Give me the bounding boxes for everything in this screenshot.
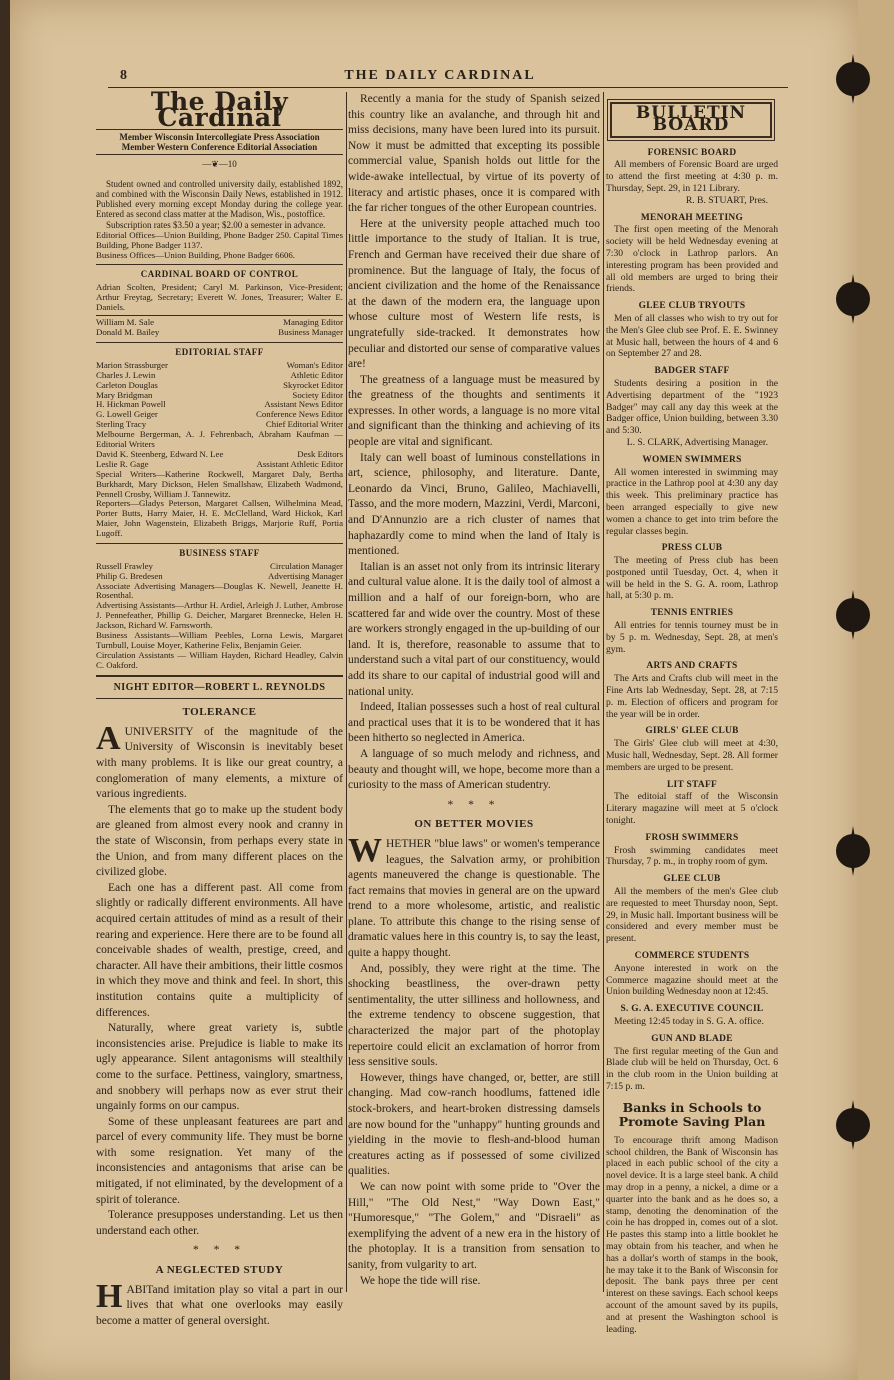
- editorial-column: [348, 92, 600, 1289]
- editorial-paragraph: The elements that go to make up the student body are gleaned from almost every nook and cranny in the state of Wisconsin, from perhaps every state in the Union, and from many different places on the civilized globe.: [96, 803, 343, 879]
- bulletin-text: The Girls' Glee club will meet at 4:30, Music hall, Wednesday, Sept. 28. All former members are urged to be present.: [606, 738, 778, 773]
- bulletin-column: [606, 92, 778, 1335]
- staff-name: Sterling Tracy: [96, 419, 147, 430]
- editorial-paragraph: We hope the tide will rise.: [360, 1274, 481, 1287]
- bulletin-item: [606, 608, 778, 655]
- editorial-paragraph: However, things have changed, or, better, are still changing. Mad cow-ranch hoodlums, fattened idle stock-brokers, and heart-broken distressing damsels are now bound for the "unhappy" hunting grounds and yielding in the movie to flesh-and-blood human creatures acting as if possessed of some civilized qualities.: [348, 1071, 600, 1178]
- bulletin-text: The first regular meeting of the Gun and Blade club will be held on Thursday, Oct. 6 in the club room in the Union building at 7:15 p. m.: [606, 1045, 778, 1092]
- bulletin-text: All members of Forensic Board are urged to attend the first meeting at 4:30 p. m. Thursday, Sept. 29, in 121 Library.: [606, 159, 778, 194]
- staff-role: Woman's Editor: [286, 359, 343, 370]
- advertising-assistants: Advertising Assistants—Arthur H. Ardiel, Arleigh J. Luther, Ambrose J. Pennefeather, Phillip G. Deicher, Margaret Brennecke, Helen H. Jackson, Richard W. Farnsworth.: [96, 600, 343, 631]
- bulletin-item: [606, 951, 778, 998]
- bulletin-item: [606, 1034, 778, 1093]
- italian-editorial: [348, 92, 600, 813]
- business-heading: BUSINESS STAFF: [96, 543, 343, 562]
- staff-name: H. Hickman Powell: [96, 399, 166, 410]
- staff-row: Melbourne Bergerman, A. J. Fehrenbach, Abraham Kaufman — Editorial Writers: [96, 429, 344, 450]
- staff-role: Circulation Manager: [269, 560, 343, 571]
- staff-role: Society Editor: [292, 389, 343, 400]
- binding-hole: [836, 834, 870, 868]
- bulletin-heading: LIT STAFF: [666, 779, 718, 790]
- binding-hole: [836, 1108, 870, 1142]
- banks-headline: [606, 1101, 778, 1129]
- staff-name: Donald M. Bailey: [96, 327, 160, 338]
- business-offices-text: Business Offices—Union Building, Phone Badger 6606.: [96, 249, 295, 260]
- bulletin-text: The meeting of Press club has been postponed until Tuesday, Oct. 4, when it will be held in the S. G. A. room, Lathrop hall, at 5:30 p. m.: [606, 555, 778, 602]
- editorial-paragraph: A language of so much melody and richness, and beauty and thought will, we hope, become more than a curiosity to the mass of American studentry.: [348, 747, 600, 792]
- staff-name: Melbourne Bergerman, A. J. Fehrenbach, Abraham Kaufman: [96, 429, 329, 440]
- bulletin-item: [606, 455, 778, 538]
- business-staff-list: [96, 562, 343, 671]
- editorial-paragraph: Italy can well boast of luminous constellations in art, science, philosophy, and literature. Dante, Leonardo da Vinci, Bruno, Galileo, Machiavelli, Tasso, and the more modern, Mazzini, Verdi, Marconi, and D'Annunzio are a rich cluster of names that haphazardly come to mind when the land of Italy is mentioned.: [348, 451, 600, 558]
- bulletin-item: [606, 301, 778, 360]
- drop-cap: A: [96, 719, 121, 757]
- bulletin-heading: MENORAH MEETING: [640, 212, 744, 223]
- bulletin-text: Students desiring a position in the Advertising department of the "1923 Badger" may call any day this week at the Badger office, Union building, between 3.30 and 5:30.: [606, 377, 778, 437]
- bulletin-item: [606, 874, 778, 945]
- special-writers: Special Writers—Katherine Rockwell, Margaret Daly, Bertha Burkhardt, Mary Dickson, Helen Smallshaw, Elizabeth Wadmond, Pennell Crosby, William J. Tannewitz.: [96, 468, 343, 499]
- staff-role: Editorial Writers: [96, 439, 155, 450]
- staff-name: Russell Frawley: [96, 560, 153, 571]
- bulletin-heading: ARTS AND CRAFTS: [646, 661, 738, 672]
- staff-name: Philip G. Bredesen: [96, 570, 163, 581]
- tolerance-editorial: [96, 719, 343, 1259]
- staff-role: Advertising Manager: [268, 570, 343, 581]
- staff-name: Carleton Douglas: [96, 379, 158, 390]
- editorial-paragraph: Indeed, Italian possesses such a host of real cultural and practical uses that it is to be wondered that it has been hitherto so neglected in America.: [348, 701, 600, 745]
- bulletin-item: [606, 213, 778, 296]
- bulletin-heading: BADGER STAFF: [654, 366, 730, 377]
- column-rule: [603, 92, 604, 1292]
- subscription-text: Subscription rates $3.50 a year; $2.00 a semester in advance.: [106, 219, 326, 230]
- staff-name: David K. Steenberg, Edward N. Lee: [96, 448, 224, 459]
- bulletin-item: [606, 1004, 778, 1028]
- editorial-paragraph: Each one has a different past. All come from slightly or radically different environments. All have acquired certain attitudes of mind as a result of their rearing and experience. Here there are to be found all conceivable shades of wealth, prestige, creed, and character. All have their ambitions, their little cosmos in which they move and think and feel. In short, this institution contains quite a multiplicity of differences.: [96, 881, 343, 1019]
- staff-name: G. Lowell Geiger: [96, 409, 158, 420]
- editorial-title: A NEGLECTED STUDY: [155, 1264, 284, 1277]
- staff-role: Chief Editorial Writer: [265, 419, 343, 430]
- bulletin-text: Frosh swimming candidates meet Thursday, 7 p. m., in trophy room of gym.: [606, 844, 778, 868]
- running-head: THE DAILY CARDINAL: [344, 68, 536, 83]
- editorial-paragraph: Recently a mania for the study of Spanish seized this country like an avalanche, and through hit and miss decisions, many have been lured into its pursuit. Now it must be admitted that excepting its possible commercial value, Spanish holds out little for the wide-awake intellectual, by virtue of its poverty of literacy and artistic phases, once it is compared with the far richer tongues of the other European countries.: [348, 93, 600, 215]
- editorial-paragraph: ABITand imitation play so vital a part in our lives that what one overlooks may easily become a matter of general oversight.: [96, 1283, 343, 1327]
- headline-line: Promote Saving Plan: [618, 1113, 766, 1129]
- staff-role: Desk Editors: [297, 448, 343, 459]
- section-stars: * * *: [193, 1244, 246, 1257]
- bulletin-text: Anyone interested in work on the Commerce magazine should meet at the Union building Wednesday noon at 12:45.: [606, 962, 778, 998]
- masthead-title: The Daily Cardinal: [150, 87, 289, 132]
- staff-name: Marion Strassburger: [96, 359, 168, 370]
- offices-text: Editorial Offices—Union Building, Phone Badger 250. Capital Times Building, Phone Badger 1137.: [96, 229, 343, 250]
- bulletin-heading: GIRLS' GLEE CLUB: [645, 726, 739, 737]
- staff-role: Assistant News Editor: [264, 399, 343, 410]
- managers-list: [96, 315, 343, 338]
- staff-role: Athletic Editor: [290, 369, 343, 380]
- masthead-column: [96, 87, 344, 1329]
- manager-row: [96, 328, 343, 338]
- editorial-paragraph: And, possibly, they were right at the time. The shocking beastliness, the over-drawn petty sentimentality, the utter silliness and hollowness, and the extreme tendency to obscene suggestion, that characterized the major part of the photoplay repertoire could elicit an exclamation of horror from less sensitive souls.: [348, 962, 600, 1069]
- staff-role: Assistant Athletic Editor: [256, 458, 343, 469]
- bulletin-text: Meeting 12:45 today in S. G. A. office.: [614, 1015, 764, 1027]
- business-assistants: Business Assistants—William Peebles, Lorna Lewis, Margaret Turnbull, Louise Moyer, Katherine Felix, Benjamin Geier.: [96, 630, 343, 650]
- staff-role: Business Manager: [278, 327, 343, 338]
- bulletin-item: [606, 543, 778, 602]
- bulletin-item: [606, 833, 778, 868]
- bulletin-heading: GUN AND BLADE: [651, 1033, 733, 1044]
- staff-name: Charles J. Lewin: [96, 369, 156, 380]
- banks-article-text: To encourage thrift among Madison school children, the Bank of Wisconsin has placed in each public school of the city a novel device. It is a large steel bank. A child may drop in a penny, a nickel, a dime or a quarter into the bank and as he does so, a stamp, denoting the denomination of the coin he has dropped in, comes out of a slot. He pastes this stamp into a little booklet he may obtain from his teacher, and when he has a dollar's worth of stamps in the book, he may take it to the Bank of Wisconsin for deposit. The bank pays three per cent interest on these savings. Each school keeps account of the amount saved by its pupils, and at present the Washington school is leading.: [606, 1134, 778, 1335]
- drop-cap: W: [348, 831, 382, 869]
- column-rule: [346, 92, 347, 1292]
- membership-box: [96, 129, 343, 155]
- bulletin-heading: GLEE CLUB: [663, 874, 721, 885]
- editorial-heading: EDITORIAL STAFF: [96, 342, 343, 361]
- bulletin-text: All the members of the men's Glee club are requested to meet Thursday noon, Sept. 29, in Music hall. Important business will be considered and every member must be present.: [606, 886, 778, 945]
- editorial-paragraph: The greatness of a language must be measured by the greatness of the thoughts and sentiments it expresses. In other words, a language is no more vital and significant than the thinking and achieving of its people are vital and significant.: [348, 373, 600, 449]
- control-heading: CARDINAL BOARD OF CONTROL: [96, 264, 343, 283]
- page-edge: [858, 0, 894, 1380]
- editorial-paragraph: Naturally, where great variety is, subtle inconsistencies arise. Prejudice is liable to make its ugly appearance. Silent antagonisms will stealthily come to the surface. Pettiness, vainglory, smartness, and snobbery will perhaps now as ever strut their ungainly forms on our campus.: [96, 1022, 343, 1113]
- bulletin-item: [606, 780, 778, 827]
- bulletin-item: [606, 148, 778, 207]
- bulletin-heading: S. G. A. EXECUTIVE COUNCIL: [620, 1004, 764, 1015]
- associate-advertising: Associate Advertising Managers—Douglas K. Newell, Jeanette H. Rosenthal.: [96, 580, 343, 601]
- editorial-title: ON BETTER MOVIES: [414, 818, 534, 831]
- staff-role: Conference News Editor: [256, 409, 343, 420]
- member-line: Member Western Conference Editorial Association: [121, 142, 318, 153]
- bulletin-board-title: BULLETIN BOARD: [610, 102, 772, 138]
- neglected-editorial: [96, 1277, 343, 1330]
- staff-role: Managing Editor: [283, 317, 343, 328]
- editorial-paragraph: Tolerance presupposes understanding. Let us then understand each other.: [96, 1209, 343, 1237]
- bulletin-item: [606, 661, 778, 720]
- bulletin-signature: L. S. CLARK, Advertising Manager.: [626, 436, 768, 448]
- bulletin-heading: FORENSIC BOARD: [647, 147, 737, 158]
- section-stars: * * *: [447, 798, 501, 811]
- bulletin-heading: FROSH SWIMMERS: [645, 832, 739, 843]
- reporters: Reporters—Gladys Peterson, Margaret Callsen, Wilhelmina Mead, Porter Butts, Harry Maier, H. E. McClelland, Ward Hickok, Karl Maier, John Wagenstein, Elizabeth Briggs, Marjorie Ruff, Portia Lugoff.: [96, 498, 343, 539]
- drop-cap: H: [96, 1277, 123, 1315]
- control-members: Adrian Scolten, President; Caryl M. Parkinson, Vice-President; Arthur Freytag, Secretary; Everett W. Jones, Treasurer; Walter E. Daniels.: [96, 282, 343, 313]
- staff-name: Leslie R. Gage: [96, 458, 149, 469]
- binding-hole: [836, 62, 870, 96]
- bulletin-item: [606, 726, 778, 773]
- bulletin-text: The editoial staff of the Wisconsin Literary magazine will meet at 5 o'clock tonight.: [606, 791, 778, 827]
- bulletin-text: The Arts and Crafts club will meet in the Fine Arts lab Wednesday, Sept. 28, at 7:15 p. m. Election of officers and program for the year will be in order.: [606, 673, 778, 720]
- page-number: 8: [120, 68, 127, 83]
- editorial-paragraph: We can now point with some pride to "Over the Hill," "The Old Nest," "Way Down East," "Humoresque," "The Golem," and "Disraeli" as exemplifying the advent of a new era in the history of the photoplay. It is a transition from sensation to sanity, from vulgarity to art.: [348, 1180, 600, 1271]
- editorial-paragraph: HETHER "blue laws" or women's temperance leagues, the Salvation army, or prohibition agents maneuvered the change is questionable. The fact remains that movies in general are on the upward trend to a more wholesome, artistic, and realistic plane. To attribute this change to the rising sense of dramatic values here in this country is, to say the least, quite a happy thought.: [348, 837, 600, 960]
- staff-role: Skyrocket Editor: [283, 379, 343, 390]
- bulletin-text: All women interested in swimming may practice in the Lathrop pool at 4:30 any day this week. This preliminary practice has been arranged especially to give new women a chance to get into trim before the regular classes begin.: [606, 466, 778, 537]
- ornament: —❦—10: [202, 159, 237, 170]
- bulletin-heading: TENNIS ENTRIES: [650, 608, 734, 619]
- staff-name: Mary Bridgman: [96, 389, 153, 400]
- binding-hole: [836, 282, 870, 316]
- editorial-paragraph: UNIVERSITY of the magnitude of the University of Wisconsin is inevitably beset with many problems. It is like our great country, a conglomeration of many elements, a mixture of various ingredients.: [96, 725, 343, 801]
- editorial-paragraph: Italian is an asset not only from its intrinsic literary and cultural value alone. It is the daily tool of almost a million and a half of our foreign-born, who are scattered far and wide over the country. Most of these are workers strongly engaged in the up-building of our land. It is, therefore, reasonable to assume that to understand such a vital part of our constituency, would add its share to our capital of industrial good will and national unity.: [348, 560, 600, 698]
- movies-editorial: [348, 831, 600, 1289]
- bulletin-heading: COMMERCE STUDENTS: [634, 951, 750, 961]
- circulation-assistants: Circulation Assistants — William Hayden, Richard Headley, Calvin C. Oakford.: [96, 649, 343, 670]
- bulletin-heading: GLEE CLUB TRYOUTS: [638, 301, 746, 312]
- bulletin-heading: PRESS CLUB: [661, 543, 723, 554]
- bulletin-signature: R. B. STUART, Pres.: [685, 194, 768, 206]
- bulletin-text: The first open meeting of the Menorah society will be held Wednesday evening at 7:30 o'clock in Lathrop parlors. An interesting program has been provided and all old members are urged to bring their friends.: [606, 224, 778, 295]
- editorial-staff-list: [96, 361, 343, 539]
- editorial-paragraph: Some of these unpleasant featurees are part and parcel of every community life. They must be borne with some resignation. Yet many of the inconsistencies and antagonisms that arise can be mitigated, if not eliminated, by the development of a spirit of tolerance.: [96, 1115, 343, 1206]
- bulletin-heading: WOMEN SWIMMERS: [642, 454, 742, 465]
- bulletin-text: Men of all classes who wish to try out for the Men's Glee club see Prof. E. E. Swinney at Music hall, between the hours of 4 and 6 on September 27 and 28.: [606, 312, 778, 360]
- bulletin-text: All entries for tennis tourney must be in by 5 p. m. Wednesday, Sept. 28, at men's gym.: [606, 620, 778, 655]
- bulletin-item: [606, 366, 778, 449]
- staff-name: William M. Sale: [96, 317, 155, 328]
- headline-line: Banks in Schools to: [622, 1099, 762, 1115]
- about-text: Student owned and controlled university daily, established 1892, and combined with the Wisconsin Daily News, established in 1912. Published every morning except Monday during the college year. Entered as second class matter at the Madison, Wis., postoffice.: [96, 178, 343, 220]
- editorial-title: TOLERANCE: [182, 706, 257, 719]
- member-line: Member Wisconsin Intercollegiate Press Association: [119, 132, 320, 143]
- binding-hole: [836, 598, 870, 632]
- editorial-paragraph: Here at the university people attached much too little importance to the study of Italian. It is true, French and German have received their due share of prominence. But the language of Italy, the focus of ancient civilization and the home of the Renaissance at the dawn of the modern era, the language upon whose culture most of Western life rests, is ungratefully side-tracked. It demonstrates how peculiar and distorted our sense of comparative values are!: [348, 217, 600, 371]
- night-editor: NIGHT EDITOR—ROBERT L. REYNOLDS: [96, 675, 343, 700]
